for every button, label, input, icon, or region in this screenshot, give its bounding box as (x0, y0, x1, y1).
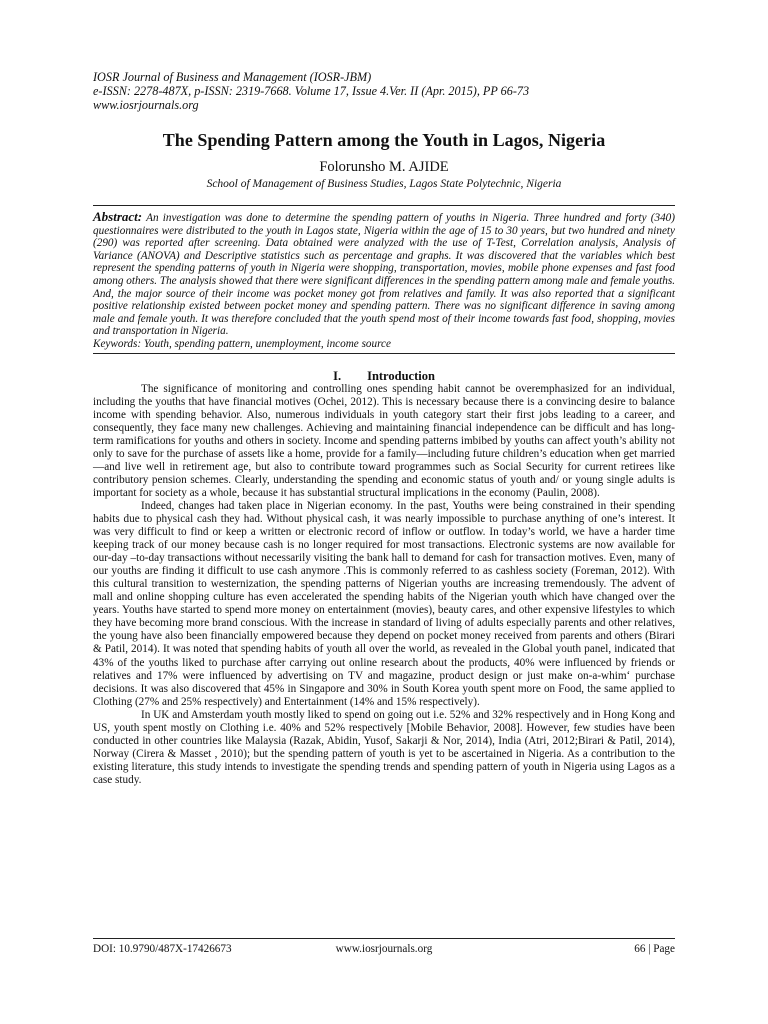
paragraph-2: Indeed, changes had taken place in Nigerian economy. In the past, Youths were being constrained in their spending habits due to physical cash they had. Without physical cash, it was nearly impossible to purchase anything of one’s interest. It was very difficult to find or keep a written or electronic record of inflow or outflow. In today’s world, we have a harder time keeping track of our money because cash is no longer required for most transactions. Electronic systems are now available for our-day –to-day transactions without necessarily visiting the bank hall to demand for cash for transaction motives. Even, many of our youths are finding it difficult to use cash anymore .This is commonly referred to as cashless society (Foreman, 2012). With this cultural transition to westernization, the spending patterns of Nigerian youths are increasing tremendously. The advent of mall and online shopping culture has even accelerated the spending habits of the Nigerian youth which have changed over the years. Youths have started to spend more money on entertainment (movies), beauty cares, and other expensive lifestyles to which they have becoming more brand conscious. With the increase in standard of living of adults especially parents and other relatives, the young have also been financially empowered because they depend on pocket money received from parents and others (Birari & Patil, 2014). It was noted that spending habits of youth all over the world, as revealed in the Global youth panel, indicated that 43% of the youths liked to purchase after carrying out online research about the products, 40% were influenced by friends or relatives and 17% were influenced by advertising on TV and magazine, product design or just make on-a-whim‘ purchase decisions. It was also discovered that 45% in Singapore and 30% in South Korea youth spent more on Food, the same applied to Clothing (27% and 25% respectively) and Entertainment (14% and 15% respectively). (93, 499, 675, 708)
section-heading (93, 369, 675, 383)
abstract-label: Abstract: (93, 209, 143, 224)
journal-name: IOSR Journal of Business and Management (IOSR-JBM) (93, 70, 372, 84)
abstract (93, 211, 675, 338)
abstract-text: An investigation was done to determine the spending pattern of youths in Nigeria. Three hundred and forty (340) questionnaires were distributed to the youth in Lagos state, Nigeria within the age of 15 to 30 years, but two hundred and ninety (290) was reported after screening. Data obtained were analyzed with the use of T-Test, Correlation analysis, Analysis of Variance (ANOVA) and Descriptive statistics such as percentage and graphs. It was discovered that the variables which best represent the spending patterns of youth in Nigeria were shopping, transportation, movies, mobile phone expenses and fast food among others. The analysis showed that there were significant differences in the spending pattern among male and female youths. And, the major source of their income was pocket money got from relatives and family. It was also reported that a significant positive relationship existed between pocket money and spending pattern. There was no significant difference in saving among male and female youth. It was therefore concluded that the youth spend most of their income towards fast food, shopping, movies and transportation in Nigeria. (93, 212, 675, 338)
footer-rule (93, 938, 675, 939)
paragraph-1: The significance of monitoring and controlling ones spending habit cannot be overemphasized for an individual, including the youths that have financial motives (Ochei, 2012). This is necessary because there is a convincing desire to balance income with spending behavior. Also, numerous individuals in youth category start their first jobs leading to a career, and consequently, they face many new challenges. Achieving and maintaining financial independence can be difficult and has long-term ramifications for youths and others in society. Income and spending patterns imbibed by youths can affect youth’s ability not only to save for the purchase of assets like a home, provide for a family—including future children’s education when get married—and live well in retirement age, but also to contribute toward programmes such as Social Security for current retirees like contributory pension schemes. Clearly, understanding the spending and economic status of youth and/ or young single adults is important for society as a whole, because it has substantial structural implications in the economy (Paulin, 2008). (93, 382, 675, 499)
paper-title: The Spending Pattern among the Youth in Lagos, Nigeria (162, 130, 606, 150)
abstract-bottom-rule (93, 353, 675, 354)
journal-website: www.iosrjournals.org (93, 98, 199, 112)
abstract-top-rule (93, 205, 675, 206)
footer-page-number: 66 | Page (634, 943, 675, 955)
section-title: Introduction (367, 368, 435, 383)
section-body (93, 383, 675, 787)
keywords: Keywords: Youth, spending pattern, unemployment, income source (93, 337, 391, 350)
footer-website: www.iosrjournals.org (335, 943, 433, 955)
paragraph-3: In UK and Amsterdam youth mostly liked to spend on going out i.e. 52% and 32% respectively and in Hong Kong and US, youth spent mostly on Clothing i.e. 40% and 52% respectively [Mobile Behavior, 2008]. However, few studies have been conducted in other countries like Malaysia (Razak, Abidin, Yusof, Sakarji & Nor, 2014), India (Atri, 2012;Birari & Patil, 2014), Norway (Cirera & Masset , 2010); but the spending pattern of youth is yet to be ascertained in Nigeria. As a contribution to the existing literature, this study intends to investigate the spending trends and spending pattern of youth in Nigeria using Lagos as a case study. (93, 708, 675, 786)
journal-issn: e-ISSN: 2278-487X, p-ISSN: 2319-7668. Volume 17, Issue 4.Ver. II (Apr. 2015), PP 66-73 (93, 84, 530, 98)
journal-header (93, 70, 675, 112)
author-name: Folorunsho M. AJIDE (319, 159, 449, 175)
paper-page (93, 70, 675, 787)
footer-doi: DOI: 10.9790/487X-17426673 (93, 943, 232, 955)
section-number: I. (333, 368, 342, 383)
author-affiliation: School of Management of Business Studies, Lagos State Polytechnic, Nigeria (206, 178, 562, 190)
page-footer (93, 938, 675, 956)
